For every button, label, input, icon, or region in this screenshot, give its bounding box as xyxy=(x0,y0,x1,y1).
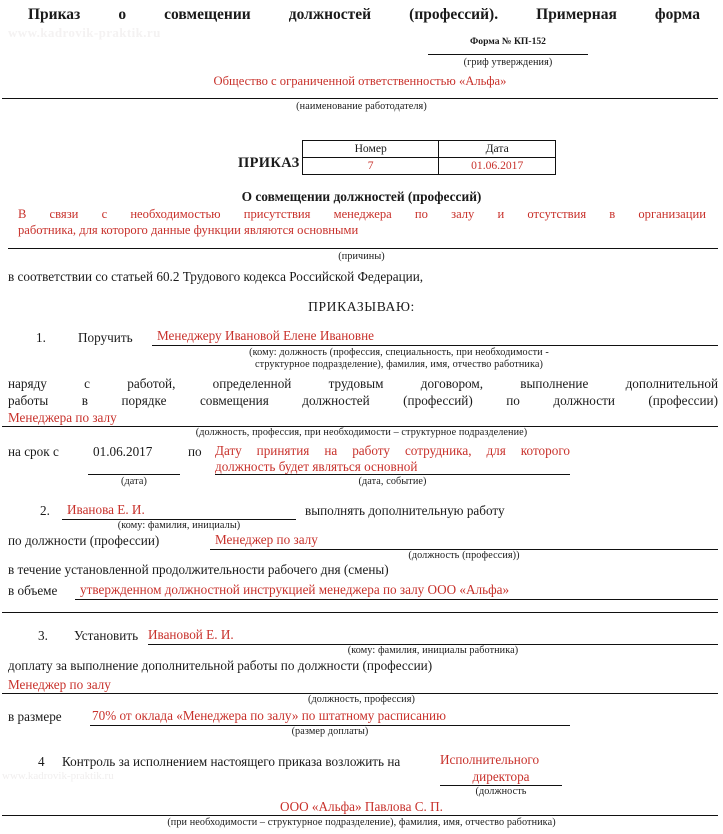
item4-controller-name: ООО «Альфа» Павлова С. П. xyxy=(280,799,443,814)
item1-date-event-rule xyxy=(215,474,570,475)
form-number: Форма № КП-152 xyxy=(470,36,546,47)
item2-position-value: Менеджер по залу xyxy=(215,532,318,547)
item2-position-label: по должности (профессии) xyxy=(8,533,160,548)
column-header-date: Дата xyxy=(439,141,556,158)
item1-verb: Поручить xyxy=(78,330,133,345)
reason-line-1: В связи с необходимостью присутствия менеджера по залу и отсутствия в организации xyxy=(18,207,706,221)
item3-position-value: Менеджер по залу xyxy=(8,677,111,692)
item1-term-label: на срок с xyxy=(8,444,59,459)
item3-verb: Установить xyxy=(74,628,139,643)
item1-assignee-value: Менеджеру Ивановой Елене Ивановне xyxy=(157,328,375,343)
item1-caption-line1: (кому: должность (профессия, специальность, при необходимости - xyxy=(249,347,549,358)
item4-controller-line1: Исполнительного xyxy=(440,752,540,767)
item2-number: 2. xyxy=(40,503,50,518)
item2-caption-2: (должность (профессия)) xyxy=(408,550,520,561)
watermark-bottom: www.kadrovik-praktik.ru xyxy=(2,770,114,782)
item3-amount-value: 70% от оклада «Менеджера по залу» по штатному расписанию xyxy=(92,708,446,723)
item3-caption-1: (кому: фамилия, инициалы работника) xyxy=(347,645,519,656)
item2-assignee-value: Иванова Е. И. xyxy=(67,502,145,517)
item1-date-event-caption: (дата, событие) xyxy=(358,476,427,487)
item4-number: 4 xyxy=(38,754,45,769)
item4-text: Контроль за исполнением настоящего приказа возложить на xyxy=(62,754,401,769)
employer-rule xyxy=(2,98,718,99)
page-title: Приказ о совмещении должностей (профессий). Примерная форма xyxy=(28,6,700,23)
item1-term-end-line1: Дату принятия на работу сотрудника, для которого xyxy=(215,443,570,458)
item4-controller-line2: директора xyxy=(472,769,530,784)
item1-position-caption: (должность, профессия, при необходимости – структурное подразделение) xyxy=(195,427,528,438)
item1-date-rule xyxy=(88,474,180,475)
item1-term-end-line2: должность будет являться основной xyxy=(215,459,418,474)
item1-assignee-rule xyxy=(152,345,718,346)
item1-term-start-date: 01.06.2017 xyxy=(93,444,153,459)
reason-rule xyxy=(8,248,718,249)
item4-caption-1: (должность xyxy=(475,786,527,797)
legal-basis-line: в соответствии со статьей 60.2 Трудового кодекса Российской Федерации, xyxy=(8,269,424,284)
order-date-value: 01.06.2017 xyxy=(439,158,556,175)
reason-caption: (причины) xyxy=(338,251,385,262)
item3-caption-2: (должность, профессия) xyxy=(308,694,415,705)
item1-position-value: Менеджера по залу xyxy=(8,410,117,425)
watermark-top: www.kadrovik-praktik.ru xyxy=(8,25,161,40)
order-number-date-table xyxy=(302,140,556,175)
item2-volume-rule xyxy=(75,599,718,600)
item1-number: 1. xyxy=(36,330,46,345)
item1-date-caption: (дата) xyxy=(121,476,147,487)
employer-caption: (наименование работодателя) xyxy=(296,101,427,112)
item3-line-2: доплату за выполнение дополнительной работы по должности (профессии) xyxy=(8,658,433,673)
order-subject: О совмещении должностей (профессий) xyxy=(241,189,482,204)
organization-name: Общество с ограниченной ответственностью «Альфа» xyxy=(213,74,507,88)
item2-tail-text: выполнять дополнительную работу xyxy=(305,503,505,518)
item2-volume-value: утвержденном должностной инструкцией менеджера по залу ООО «Альфа» xyxy=(80,582,510,597)
item3-caption-3: (размер доплаты) xyxy=(291,726,369,737)
item4-name-rule xyxy=(2,815,718,816)
approval-caption: (гриф утверждения) xyxy=(463,57,553,68)
item3-number: 3. xyxy=(38,628,48,643)
command-word: ПРИКАЗЫВАЮ: xyxy=(308,299,415,314)
reason-block xyxy=(18,206,706,238)
item2-caption-1: (кому: фамилия, инициалы) xyxy=(117,520,241,531)
item3-assignee-value: Ивановой Е. И. xyxy=(148,627,234,642)
approval-rule xyxy=(428,54,588,55)
item1-term-po: по xyxy=(188,444,202,459)
order-number-value: 7 xyxy=(303,158,439,175)
item1-body-line1: наряду с работой, определенной трудовым договором, выполнение дополнительной xyxy=(8,376,718,391)
item1-caption-line2: структурное подразделение), фамилия, имя, отчество работника) xyxy=(255,359,543,370)
table-header-row xyxy=(303,141,556,158)
column-header-number: Номер xyxy=(303,141,439,158)
item4-caption-2: (при необходимости – структурное подразделение), фамилия, имя, отчество работника) xyxy=(167,817,556,828)
item1-body-line2: работы в порядке совмещения должностей (профессий) по должности (профессии) xyxy=(8,393,718,408)
reason-line-2: работника, для которого данные функции являются основными xyxy=(18,223,359,238)
table-row xyxy=(303,158,556,175)
item3-amount-label: в размере xyxy=(8,709,62,724)
item2-line-3: в течение установленной продолжительности рабочего дня (смены) xyxy=(8,562,389,577)
item2-volume-label: в объеме xyxy=(8,583,58,598)
item2-bottom-rule xyxy=(2,612,718,613)
order-word: ПРИКАЗ xyxy=(238,155,300,171)
